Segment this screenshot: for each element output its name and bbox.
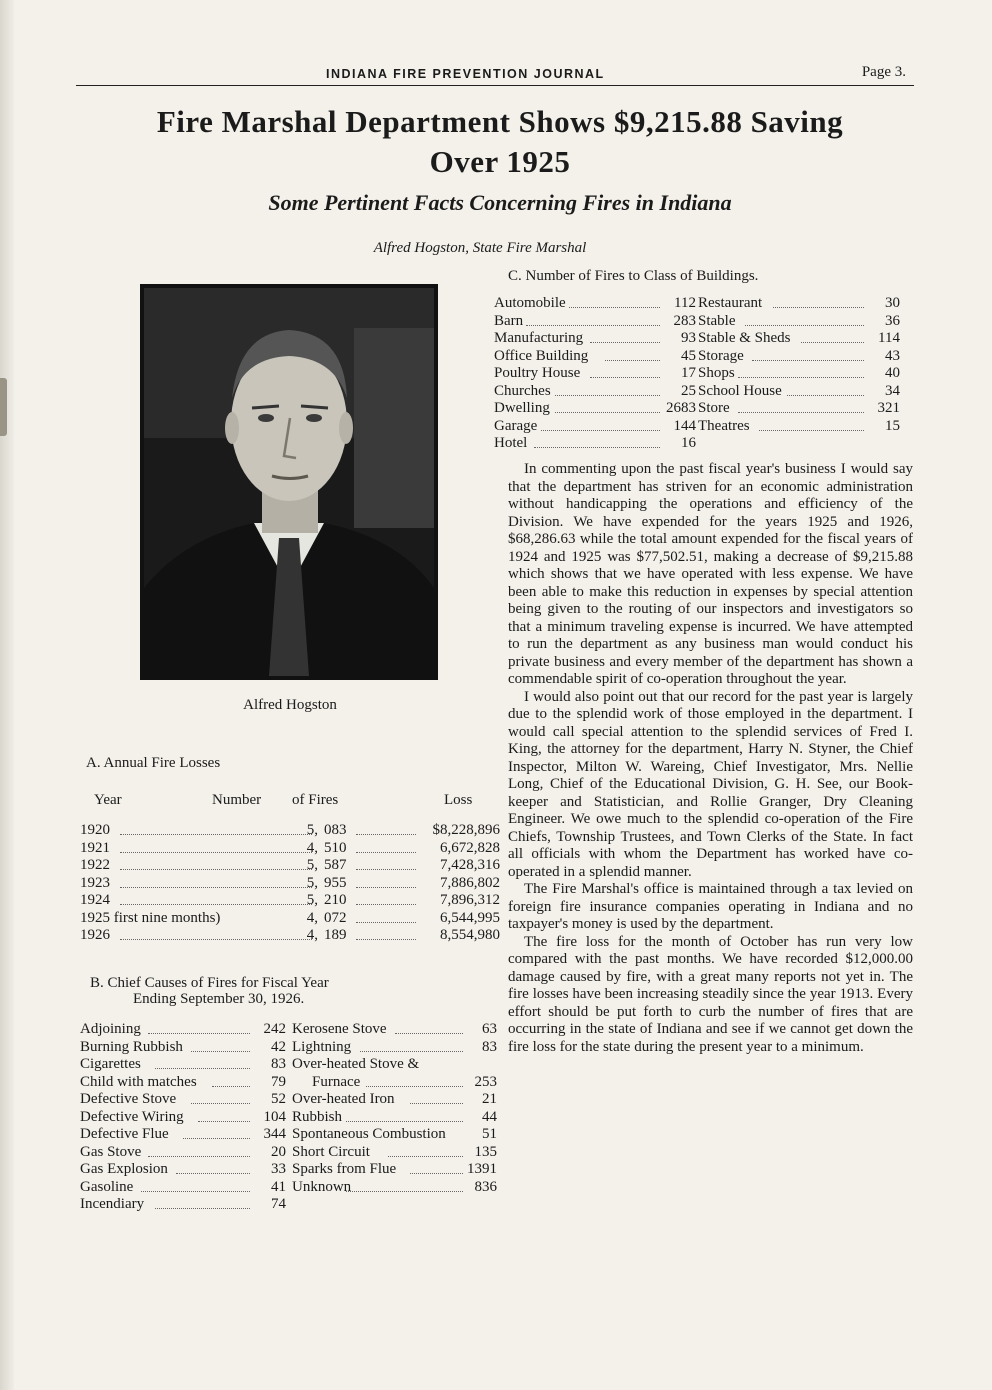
byline: Alfred Hogston, State Fire Marshal xyxy=(373,240,587,256)
count-thousands: 5, xyxy=(306,857,318,873)
building-label: Restaurant xyxy=(698,295,763,311)
cause-label: Defective Wiring xyxy=(80,1108,184,1125)
section-a-title: A. Annual Fire Losses xyxy=(86,755,221,771)
leader-dots xyxy=(148,1033,250,1034)
building-label: Stable xyxy=(698,312,736,329)
leader-dots xyxy=(410,1103,463,1104)
cause-count: 242 xyxy=(263,1021,286,1037)
leader-dots xyxy=(569,307,660,308)
building-row xyxy=(698,330,900,348)
leader-dots xyxy=(555,395,660,396)
cause-label: Sparks from Flue xyxy=(292,1161,397,1177)
cause-count: 83 xyxy=(482,1038,497,1055)
loss-cell: 6,672,828 xyxy=(440,839,500,856)
leader-dots xyxy=(120,904,312,905)
paragraph-2: I would also point out that our record for the past year is largely due to the splendid work of those employed in the department. I would call special attention to the splendid services of Fred I. King, the attorney for the department, Harry N. Styner, the Chief Inspector, Milton W. Wareing, Chief Investigator, Mrs. Nellie Long, Chief of the Educational Division, G. H. See, our Book-keeper and Statistician, and Rollie Granger, Dry Cleaning Engineer. We owe much to the splendid co-operation of the Fire Chiefs, Township Trustees, and Town Clerks of the State. In fact all officials with whom the Department has worked have co-operated in a splendid manner. xyxy=(508,688,913,880)
cause-row xyxy=(80,1196,286,1214)
cause-row xyxy=(80,1179,286,1197)
cause-row xyxy=(292,1091,497,1109)
leader-dots xyxy=(356,834,416,835)
cause-count: 253 xyxy=(474,1073,497,1090)
leader-dots xyxy=(356,939,416,940)
leader-dots xyxy=(526,325,660,326)
year-cell: 1926 xyxy=(80,927,110,943)
section-b-title-1: B. Chief Causes of Fires for Fiscal Year xyxy=(90,975,329,991)
building-label: Poultry House xyxy=(494,365,581,381)
building-label: Churches xyxy=(494,382,551,399)
building-count: 144 xyxy=(673,417,696,434)
leader-dots xyxy=(356,887,416,888)
leader-dots xyxy=(759,430,864,431)
leader-dots xyxy=(541,430,660,431)
cause-row xyxy=(292,1144,497,1162)
col-head-loss: Loss xyxy=(444,792,473,808)
cause-row xyxy=(292,1021,497,1039)
cause-count: 83 xyxy=(271,1056,286,1072)
cause-count: 135 xyxy=(474,1143,497,1160)
portrait-photo xyxy=(140,284,438,680)
leader-dots xyxy=(356,922,416,923)
building-label: Manufacturing xyxy=(494,330,584,346)
cause-count: 20 xyxy=(271,1143,286,1160)
building-row xyxy=(698,295,900,313)
leader-dots xyxy=(395,1033,463,1034)
building-count: 30 xyxy=(885,295,900,311)
building-row xyxy=(494,313,696,331)
title-line-1: Fire Marshal Department Shows $9,215.88 Saving xyxy=(156,104,844,139)
leader-dots xyxy=(752,360,864,361)
table-row xyxy=(80,840,500,858)
cause-count: 42 xyxy=(271,1038,286,1055)
cause-label: Lightning xyxy=(292,1038,352,1055)
leader-dots xyxy=(120,869,312,870)
count-thousands: 4, xyxy=(306,927,318,943)
cause-label: Defective Stove xyxy=(80,1091,177,1107)
building-count: 2683 xyxy=(666,400,696,416)
leader-dots xyxy=(212,1086,250,1087)
building-count: 15 xyxy=(885,417,900,434)
building-label: Dwelling xyxy=(494,400,550,416)
table-row xyxy=(80,927,500,945)
col-head-of-fires: of Fires xyxy=(292,792,339,808)
cause-row xyxy=(292,1126,497,1144)
leader-dots xyxy=(120,887,312,888)
leader-dots xyxy=(356,869,416,870)
cause-label: Gasoline xyxy=(80,1178,134,1195)
cause-count: 52 xyxy=(271,1091,286,1107)
cause-label: Over-heated Iron xyxy=(292,1091,395,1107)
cause-row xyxy=(80,1144,286,1162)
loss-cell: 7,886,802 xyxy=(440,874,500,891)
building-row xyxy=(698,400,900,418)
cause-count: 44 xyxy=(482,1108,497,1125)
cause-label: Adjoining xyxy=(80,1021,141,1037)
building-row xyxy=(494,400,696,418)
leader-dots xyxy=(590,377,660,378)
paragraph-3: The Fire Marshal's office is maintained through a tax levied on foreign fire insurance companies operating in Indiana and no taxpayer's money is used by the department. xyxy=(508,881,913,932)
building-label: Storage xyxy=(698,347,744,364)
loss-cell: 7,428,316 xyxy=(440,857,500,873)
leader-dots xyxy=(801,342,864,343)
cause-count: 104 xyxy=(263,1108,286,1125)
page-number: Page 3. xyxy=(861,64,906,80)
building-row xyxy=(494,348,696,366)
table-row xyxy=(80,857,500,875)
paragraph-1: In commenting upon the past fiscal year's business I would say that the department has striven for an economic administration without handicapping the operations and efficiency of the Division. We have expended for the years 1925 and 1926, $68,286.63 while the total amount expended for the fiscal years of 1924 and 1925 was $77,502.51, making a decrease of $9,215.88 which shows that we have operated with less expense. We have been able to make this reduction in expenses by special attention being given to the routing of our inspectors and investigators so that a minimum traveling expense is incurred. We have attempted to run the department as any business man would conduct his private business and every member of the department has shown a commendable spirit of co-operation throughout the year. xyxy=(508,461,913,687)
cause-label: Cigarettes xyxy=(80,1056,141,1072)
leader-dots xyxy=(773,307,864,308)
cause-count: 1391 xyxy=(467,1161,497,1177)
count-thousands: 5, xyxy=(306,822,318,838)
loss-cell: 8,554,980 xyxy=(440,927,500,943)
building-label: Store xyxy=(698,400,730,416)
cause-row xyxy=(292,1109,497,1127)
cause-row xyxy=(80,1021,286,1039)
count-thousands: 5, xyxy=(306,892,318,908)
section-b-title-2: Ending September 30, 1926. xyxy=(133,991,305,1007)
leader-dots xyxy=(738,377,865,378)
cause-label: Furnace xyxy=(312,1073,361,1090)
building-row xyxy=(698,418,900,436)
building-count: 283 xyxy=(673,312,696,329)
building-row xyxy=(698,365,900,383)
paragraph-4: The fire loss for the month of October has run very low compared with the past months. We have recorded $12,000.00 damage caused by fire, with a great many reports not yet in. The fire losses have been increasing steadily since the year 1913. Every effort should be put forth to curb the number of fires that are occurring in the state of Indiana and see if we cannot get down the fire loss for the state during the present year to a minimum. xyxy=(508,933,913,1055)
building-count: 17 xyxy=(681,365,696,381)
cause-label: Defective Flue xyxy=(80,1126,169,1142)
leader-dots xyxy=(388,1156,463,1157)
leader-dots xyxy=(120,852,312,853)
leader-dots xyxy=(176,1173,250,1174)
count-thousands: 5, xyxy=(306,874,318,891)
leader-dots xyxy=(605,360,661,361)
cause-count: 21 xyxy=(482,1091,497,1107)
building-label: Automobile xyxy=(494,295,566,311)
leader-dots xyxy=(155,1208,250,1209)
article-title xyxy=(40,102,960,182)
cause-label: Kerosene Stove xyxy=(292,1021,387,1037)
loss-cell: 6,544,995 xyxy=(440,909,500,926)
building-row xyxy=(494,295,696,313)
cause-label: Gas Explosion xyxy=(80,1161,168,1177)
count-units: 083 xyxy=(324,822,347,838)
cause-row xyxy=(80,1161,286,1179)
cause-count: 836 xyxy=(474,1178,497,1195)
leader-dots xyxy=(346,1121,463,1122)
leader-dots xyxy=(191,1103,251,1104)
building-count: 25 xyxy=(681,382,696,399)
cause-row xyxy=(80,1056,286,1074)
year-cell: 1920 xyxy=(80,822,110,838)
count-units: 210 xyxy=(324,892,347,908)
building-row xyxy=(494,330,696,348)
col-head-number: Number xyxy=(212,792,262,808)
section-c-title: C. Number of Fires to Class of Buildings. xyxy=(508,268,759,284)
leader-dots xyxy=(120,834,312,835)
cause-label: Unknown xyxy=(292,1178,352,1195)
cause-label: Incendiary xyxy=(80,1196,145,1212)
cause-count: 79 xyxy=(271,1073,286,1090)
count-units: 189 xyxy=(324,927,347,943)
building-count: 36 xyxy=(885,312,900,329)
count-units: 955 xyxy=(324,874,347,891)
table-row xyxy=(80,822,500,840)
cause-count: 51 xyxy=(482,1126,497,1142)
building-row xyxy=(698,383,900,401)
binding-staple xyxy=(0,378,7,436)
table-row xyxy=(80,892,500,910)
cause-label: Rubbish xyxy=(292,1108,343,1125)
cause-label: Burning Rubbish xyxy=(80,1038,183,1055)
count-thousands: 4, xyxy=(306,839,318,856)
leader-dots xyxy=(356,904,416,905)
leader-dots xyxy=(155,1068,250,1069)
building-count: 45 xyxy=(681,347,696,364)
article-subtitle: Some Pertinent Facts Concerning Fires in Indiana xyxy=(268,190,732,215)
building-label: Barn xyxy=(494,312,524,329)
year-cell: 1922 xyxy=(80,857,110,873)
building-row xyxy=(698,313,900,331)
cause-row xyxy=(292,1179,497,1197)
cause-row xyxy=(292,1074,497,1092)
count-units: 587 xyxy=(324,857,347,873)
leader-dots xyxy=(356,852,416,853)
building-label: Office Building xyxy=(494,347,589,364)
cause-row xyxy=(292,1056,497,1074)
building-label: Garage xyxy=(494,417,538,434)
leader-dots xyxy=(346,1191,463,1192)
year-cell: 1924 xyxy=(80,892,110,908)
count-units: 510 xyxy=(324,839,347,856)
cause-count: 74 xyxy=(271,1196,286,1212)
running-header xyxy=(76,66,914,86)
leader-dots xyxy=(745,325,864,326)
page-spine xyxy=(0,0,14,1390)
building-row xyxy=(494,418,696,436)
cause-row xyxy=(80,1074,286,1092)
cause-count: 41 xyxy=(271,1178,286,1195)
cause-label: Gas Stove xyxy=(80,1143,142,1160)
leader-dots xyxy=(366,1086,463,1087)
cause-row xyxy=(80,1091,286,1109)
building-count: 16 xyxy=(681,435,696,451)
col-head-year: Year xyxy=(94,792,122,808)
cause-label: Over-heated Stove & xyxy=(292,1056,420,1072)
leader-dots xyxy=(183,1138,250,1139)
cause-row xyxy=(80,1126,286,1144)
building-label: School House xyxy=(698,382,782,399)
building-label: Hotel xyxy=(494,435,528,451)
year-cell: 1921 xyxy=(80,839,110,856)
loss-cell: 7,896,312 xyxy=(440,892,500,908)
building-count: 34 xyxy=(885,382,900,399)
building-label: Theatres xyxy=(698,417,750,434)
cause-label: Short Circuit xyxy=(292,1143,370,1160)
building-count: 112 xyxy=(674,295,696,311)
leader-dots xyxy=(410,1173,463,1174)
building-count: 93 xyxy=(681,330,696,346)
table-row xyxy=(80,910,500,928)
leader-dots xyxy=(738,412,865,413)
leader-dots xyxy=(120,939,312,940)
building-row xyxy=(494,435,696,453)
count-thousands: 4, xyxy=(306,909,318,926)
cause-count: 344 xyxy=(263,1126,286,1142)
building-label: Shops xyxy=(698,365,735,381)
building-count: 43 xyxy=(885,347,900,364)
leader-dots xyxy=(191,1051,251,1052)
journal-title: INDIANA FIRE PREVENTION JOURNAL xyxy=(326,67,605,81)
leader-dots xyxy=(360,1051,463,1052)
cause-count: 33 xyxy=(271,1161,286,1177)
photo-caption: Alfred Hogston xyxy=(243,697,337,713)
loss-cell: $8,228,896 xyxy=(432,822,500,838)
leader-dots xyxy=(534,447,661,448)
building-row xyxy=(494,365,696,383)
building-row xyxy=(698,348,900,366)
cause-row xyxy=(292,1039,497,1057)
leader-dots xyxy=(590,342,660,343)
cause-row xyxy=(292,1161,497,1179)
table-row xyxy=(80,875,500,893)
cause-row xyxy=(80,1109,286,1127)
leader-dots xyxy=(555,412,660,413)
article-body xyxy=(508,461,913,1056)
year-cell: 1925 first nine months) xyxy=(80,909,221,926)
building-label: Stable & Sheds xyxy=(698,330,791,346)
leader-dots xyxy=(787,395,864,396)
building-count: 40 xyxy=(885,365,900,381)
leader-dots xyxy=(148,1156,250,1157)
cause-row xyxy=(80,1039,286,1057)
cause-label: Child with matches xyxy=(80,1073,197,1090)
leader-dots xyxy=(141,1191,250,1192)
building-row xyxy=(494,383,696,401)
title-line-2: Over 1925 xyxy=(429,144,571,179)
leader-dots xyxy=(198,1121,250,1122)
cause-label: Spontaneous Combustion xyxy=(292,1126,446,1142)
cause-count: 63 xyxy=(482,1021,497,1037)
building-count: 321 xyxy=(877,400,900,416)
count-units: 072 xyxy=(324,909,347,926)
building-count: 114 xyxy=(878,330,900,346)
year-cell: 1923 xyxy=(80,874,110,891)
